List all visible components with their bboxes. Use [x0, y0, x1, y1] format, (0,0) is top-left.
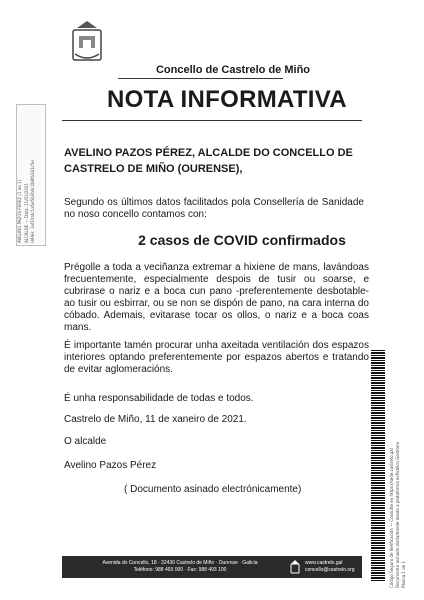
page-title: NOTA INFORMATIVA: [107, 86, 347, 113]
footer-web-link[interactable]: www.castrelo.gal: [305, 560, 343, 566]
org-name: Concello de Castrelo de Miño: [155, 64, 311, 76]
signature-stamp: [16, 104, 46, 246]
org-underline: [118, 78, 283, 79]
footer-bar: [62, 556, 362, 578]
barcode-text-3: Páxina 1 de 1: [401, 560, 406, 588]
footer-address: Avenida do Concello, 18 · 32430 Castrelo de Miño · Ourense · Galicia: [102, 560, 258, 566]
electronic-signature-note: ( Documento asinado electrónicamente): [124, 484, 302, 495]
title-underline: [62, 120, 362, 121]
footer-phones: Teléfono: 988 493 000 · Fax: 988 493 100: [133, 567, 227, 573]
addressee: AVELINO PAZOS PÉREZ, ALCALDE DO CONCELLO DE CASTRELO DE MIÑO (OURENSE),: [64, 147, 353, 175]
signer-title: O alcalde: [64, 436, 107, 447]
intro-paragraph: Segundo os últimos datos facilitados pola Consellería de Sanidade no noso concello contamos con:: [64, 197, 364, 220]
footer-email-link[interactable]: concello@castrelo.org: [305, 567, 355, 573]
barcode-text-2: Documento asinado dixitalmente desde a plataforma esPublico Gestiona: [395, 442, 400, 588]
responsibility-line: É unha responsabilidade de todas e todos.: [64, 393, 254, 404]
footer-web-email: [305, 560, 361, 574]
coat-of-arms-icon: [69, 18, 105, 66]
signer-name: Avelino Pazos Pérez: [64, 460, 157, 471]
footer-crest-icon: [289, 559, 301, 575]
stamp-line-2: ALCALDE — Data: 11/01/2021: [24, 182, 29, 243]
headline: 2 casos de COVID confirmados: [138, 232, 346, 248]
stamp-line-3: HASH: 1ef1fd4c1a5e5b3b0c2b8fb3b1c5e: [30, 160, 35, 243]
ventilation-paragraph: É importante tamén procurar unha axeitada ventilación dos espazos interiores optando preferentemente por espazos abertos e tratando de evitar aglomeracións.: [64, 340, 369, 375]
footer-contact: [80, 560, 280, 574]
barcode-text-1: Código Seguro de Verificación — Consulte en https://sede.castrelo.gal: [389, 448, 394, 588]
date-line: Castrelo de Miño, 11 de xaneiro de 2021.: [64, 414, 247, 425]
stamp-line-1: AVELINO PAZOS PEREZ (1 de 1): [17, 179, 22, 243]
hygiene-paragraph: Prégolle a toda a veciñanza extremar a hixiene de mans, lavándoas frecuentemente, especialmente despois de tusir ou soarse, e cubrirase o nariz e a boca cun pano -preferentemente desbotable- ao tusir ou esbirrar, ou se non se dispón de pano, na cara interna do cóbado. Ademais, evitarase tocar os ollos, o nariz e a boca coas mans.: [64, 262, 369, 333]
verification-barcode: [371, 350, 385, 582]
